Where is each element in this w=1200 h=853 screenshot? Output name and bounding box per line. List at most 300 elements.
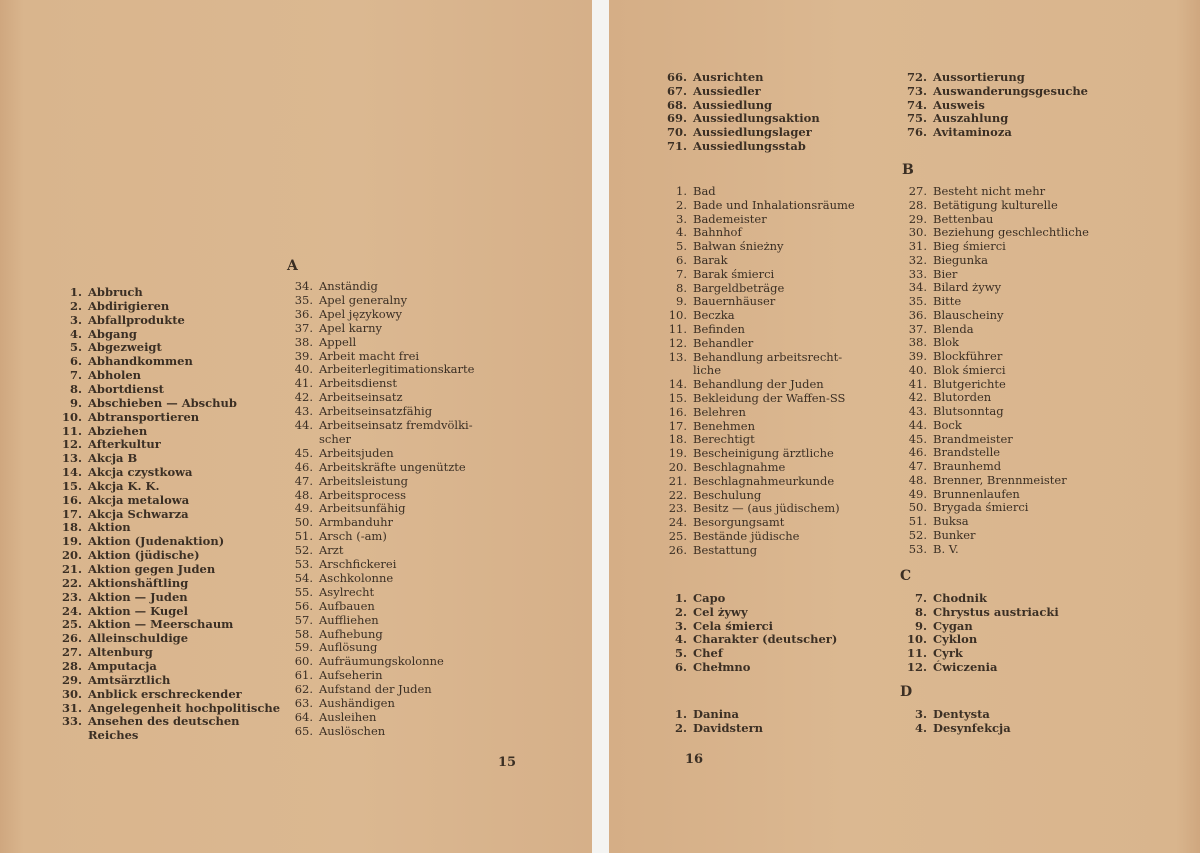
entry-number: 3.: [674, 618, 687, 633]
entry-term: Aktion: [88, 520, 131, 535]
entry-number: 43.: [294, 404, 313, 419]
entry-number: 13.: [668, 349, 687, 364]
entry-number: 11.: [61, 423, 82, 438]
entry-number: 9.: [676, 294, 687, 309]
entry-number: 1.: [674, 591, 687, 605]
entry-term: Braunhemd: [933, 459, 1002, 473]
entry-term: Desynfekcja: [933, 721, 1011, 735]
entry-term: Aussiedlungsstab: [693, 139, 806, 153]
index-entry: [899, 542, 959, 556]
entry-number: 71.: [666, 139, 687, 153]
entry-term: Apel językowy: [319, 306, 402, 321]
entry-term: Barak śmierci: [693, 266, 775, 281]
entry-term: Blutgerichte: [933, 376, 1006, 391]
entry-term: Angelegenheit hochpolitische: [88, 700, 281, 715]
index-entry: [659, 350, 842, 364]
entry-term: Besorgungsamt: [693, 515, 785, 530]
entry-number: 50.: [908, 500, 927, 515]
index-entry: [285, 599, 375, 613]
entry-term: Abhandkommen: [88, 354, 193, 369]
entry-term: Aufräumungskolonne: [319, 654, 444, 669]
index-entry: [285, 571, 393, 585]
entry-term: Blockführer: [933, 349, 1003, 363]
entry-number: 38.: [294, 334, 313, 349]
entry-term: Biegunka: [933, 252, 988, 267]
entry-term: Bier: [933, 266, 958, 281]
entry-number: 3.: [69, 312, 82, 327]
index-entry: [285, 627, 383, 641]
index-entry: [899, 619, 973, 633]
index-entry: [659, 98, 772, 112]
entry-number: 29.: [61, 672, 82, 687]
index-entry: [659, 253, 728, 267]
index-entry: [285, 710, 376, 724]
entry-number: 36.: [908, 307, 927, 322]
entry-term: Bademeister: [693, 211, 767, 226]
index-entry: [899, 363, 1006, 377]
entry-number: 39.: [294, 348, 313, 363]
entry-number: 73.: [906, 83, 927, 98]
entry-term: Beschlagnahmeurkunde: [693, 473, 835, 488]
index-entry: [54, 340, 162, 354]
index-entry: [899, 322, 974, 336]
right-page: [609, 0, 1200, 853]
entry-number: 21.: [668, 473, 687, 488]
entry-number: 46.: [908, 445, 927, 460]
entry-term: Abbruch: [88, 285, 143, 299]
entry-term: Amtsärztlich: [88, 672, 171, 687]
entry-number: 19.: [668, 446, 687, 461]
entry-number: 27.: [908, 184, 927, 198]
entry-term: Aktion — Kugel: [88, 603, 188, 618]
entry-number: 51.: [908, 514, 927, 528]
entry-term: Aufbauen: [319, 598, 375, 613]
entry-number: 20.: [61, 548, 82, 563]
index-entry: [899, 84, 1088, 98]
index-entry: [285, 390, 403, 404]
entry-number: 48.: [908, 472, 927, 487]
entry-number: 31.: [61, 700, 82, 715]
index-entry-continuation: scher: [319, 431, 352, 446]
entry-number: 76.: [906, 125, 927, 140]
entry-number: 58.: [294, 626, 313, 641]
entry-term: Beschlagnahme: [693, 460, 786, 474]
entry-number: 25.: [61, 617, 82, 632]
entry-term: Arbeit macht frei: [319, 348, 420, 363]
index-entry: [285, 293, 407, 307]
entry-number: 62.: [294, 682, 313, 697]
entry-number: 31.: [908, 239, 927, 253]
index-entry: [899, 253, 988, 267]
entry-number: 10.: [668, 308, 687, 323]
entry-term: Bahnhof: [693, 225, 742, 240]
entry-term: Barak: [693, 253, 728, 267]
entry-term: Apel karny: [319, 320, 383, 335]
section-letter-d: D: [900, 684, 913, 700]
entry-term: Aufstand der Juden: [319, 682, 432, 697]
entry-term: Bauernhäuser: [693, 294, 776, 309]
entry-term: Auszahlung: [933, 111, 1009, 126]
entry-term: Aktion (jüdische): [88, 548, 200, 563]
entry-term: Chełmno: [693, 660, 751, 674]
index-entry: [899, 707, 990, 721]
index-entry: [899, 212, 993, 226]
index-entry: [899, 349, 1002, 363]
section-letter-b: B: [902, 162, 914, 178]
index-entry: [659, 501, 840, 515]
index-entry: [659, 474, 834, 488]
entry-term: Anblick erschreckender: [88, 686, 242, 701]
entry-number: 26.: [668, 542, 687, 557]
entry-term: Bałwan śnieżny: [693, 239, 784, 254]
entry-term: Arbeitsjuden: [319, 445, 394, 460]
entry-number: 30.: [61, 686, 82, 701]
entry-term: Bestattung: [693, 542, 758, 557]
index-entry: [285, 613, 379, 627]
entry-term: Brunnenlaufen: [933, 486, 1020, 501]
entry-number: 47.: [294, 473, 313, 488]
index-entry: [54, 604, 188, 618]
index-entry: [54, 659, 157, 673]
index-entry: [54, 410, 199, 424]
entry-number: 37.: [294, 320, 313, 335]
index-entry: [899, 632, 977, 646]
index-entry: [54, 451, 137, 465]
index-entry: [659, 225, 742, 239]
entry-term: Brandmeister: [933, 431, 1013, 446]
entry-term: Behandler: [693, 335, 754, 350]
index-entry: [659, 605, 748, 619]
entry-number: 23.: [668, 501, 687, 516]
index-entry: [659, 707, 739, 721]
entry-term: Abziehen: [88, 423, 148, 438]
entry-term: Auslöschen: [319, 723, 386, 738]
entry-term: Beziehung geschlechtliche: [933, 225, 1089, 240]
entry-number: 70.: [666, 125, 687, 140]
entry-term: Beczka: [693, 308, 735, 323]
entry-term: B. V.: [933, 541, 959, 556]
entry-number: 2.: [69, 298, 82, 313]
entry-number: 74.: [906, 97, 927, 112]
entry-term: Bestände jüdische: [693, 529, 800, 543]
entry-number: 8.: [914, 604, 927, 619]
index-entry: [285, 724, 385, 738]
entry-term: Arbeitseinsatzfähig: [319, 404, 433, 419]
entry-term: Aussiedlungslager: [693, 125, 812, 140]
index-entry: [54, 687, 242, 701]
entry-term: Blenda: [933, 321, 974, 336]
entry-term: Berechtigt: [693, 432, 755, 447]
entry-term: Belehren: [693, 404, 746, 419]
entry-number: 49.: [294, 501, 313, 516]
index-entry: [659, 619, 773, 633]
entry-number: 42.: [908, 390, 927, 405]
entry-term: Arbeitsdienst: [319, 376, 397, 391]
entry-number: 4.: [674, 632, 687, 647]
entry-term: Auffliehen: [319, 612, 379, 627]
entry-number: 18.: [668, 432, 687, 447]
page-number-16: 16: [685, 752, 704, 767]
entry-term: Bock: [933, 417, 962, 432]
index-entry: [899, 308, 1004, 322]
entry-number: 2.: [676, 197, 687, 212]
entry-term: Bargeldbeträge: [693, 280, 785, 295]
entry-term: Anständig: [319, 279, 378, 293]
entry-number: 23.: [61, 589, 82, 604]
index-entry: [54, 714, 240, 728]
entry-number: 29.: [908, 211, 927, 226]
entry-number: 16.: [61, 492, 82, 507]
entry-number: 4.: [69, 326, 82, 341]
entry-number: 75.: [906, 111, 927, 126]
entry-number: 15.: [668, 391, 687, 405]
entry-term: Amputacja: [88, 658, 157, 673]
entry-number: 37.: [908, 321, 927, 336]
index-entry-continuation: liche: [693, 363, 722, 378]
index-entry: [659, 239, 784, 253]
entry-term: Cel żywy: [693, 604, 748, 619]
entry-term: Ansehen des deutschen: [88, 714, 240, 729]
index-entry: [54, 631, 188, 645]
entry-number: 42.: [294, 390, 313, 405]
index-entry: [899, 459, 1001, 473]
entry-term: Akcja czystkowa: [88, 465, 193, 480]
entry-term: Bieg śmierci: [933, 239, 1006, 253]
index-entry: [659, 660, 750, 674]
index-entry: [659, 391, 845, 405]
index-entry: [899, 721, 1011, 735]
index-entry: [899, 125, 1012, 139]
entry-number: 41.: [908, 376, 927, 391]
entry-term: Blutsonntag: [933, 404, 1004, 418]
entry-term: Bettenbau: [933, 211, 994, 226]
entry-number: 65.: [294, 723, 313, 738]
index-entry: [659, 308, 735, 322]
entry-number: 30.: [908, 225, 927, 240]
entry-term: Akcja B: [88, 451, 138, 466]
entry-term: Beschulung: [693, 487, 762, 502]
index-entry: [54, 368, 141, 382]
index-entry: [659, 125, 812, 139]
entry-term: Aktion (Judenaktion): [88, 534, 225, 549]
entry-number: 39.: [908, 349, 927, 363]
entry-number: 8.: [676, 280, 687, 295]
entry-term: Afterkultur: [88, 437, 161, 452]
entry-number: 53.: [908, 541, 927, 556]
entry-term: Cyrk: [933, 646, 963, 661]
entry-term: Arsch (-am): [319, 529, 387, 544]
entry-term: Charakter (deutscher): [693, 632, 838, 647]
index-entry: [659, 139, 806, 153]
entry-term: Aufseherin: [319, 668, 383, 683]
entry-term: Brenner, Brennmeister: [933, 472, 1067, 487]
entry-number: 6.: [69, 354, 82, 369]
index-entry: [899, 445, 1000, 459]
entry-term: Appell: [319, 334, 357, 349]
entry-number: 57.: [294, 612, 313, 627]
entry-number: 50.: [294, 515, 313, 530]
entry-term: Betätigung kulturelle: [933, 197, 1058, 212]
section-letter-c: C: [900, 568, 912, 584]
entry-number: 35.: [908, 294, 927, 308]
entry-number: 55.: [294, 584, 313, 599]
entry-term: Bilard żywy: [933, 280, 1002, 295]
index-entry: [54, 548, 200, 562]
entry-number: 64.: [294, 709, 313, 724]
index-entry: [54, 507, 189, 521]
index-entry: [899, 377, 1006, 391]
index-entry: [54, 327, 137, 341]
entry-number: 13.: [61, 451, 82, 466]
entry-term: Aktion — Juden: [88, 589, 188, 604]
index-entry: [285, 460, 466, 474]
index-entry: [659, 488, 761, 502]
entry-number: 2.: [674, 721, 687, 735]
entry-number: 21.: [61, 562, 82, 576]
entry-number: 14.: [668, 377, 687, 392]
index-entry: [899, 70, 1025, 84]
index-entry: [899, 280, 1001, 294]
entry-number: 1.: [676, 184, 687, 198]
page-number-15: 15: [498, 755, 517, 770]
index-entry: [54, 285, 143, 299]
entry-term: Chrystus austriacki: [933, 604, 1059, 619]
entry-term: Blutorden: [933, 390, 992, 405]
entry-number: 6.: [674, 660, 687, 674]
index-entry: [659, 111, 820, 125]
index-entry: [285, 376, 397, 390]
index-entry: [659, 529, 799, 543]
index-entry: [659, 198, 855, 212]
entry-term: Ausweis: [933, 97, 985, 112]
entry-number: 17.: [61, 506, 82, 521]
index-entry: [659, 646, 723, 660]
entry-term: Benehmen: [693, 418, 755, 433]
entry-number: 12.: [668, 335, 687, 350]
entry-term: Cela śmierci: [693, 618, 774, 633]
entry-number: 5.: [69, 340, 82, 355]
entry-term: Aussortierung: [933, 70, 1025, 84]
entry-number: 67.: [666, 83, 687, 98]
entry-number: 18.: [61, 520, 82, 535]
index-entry: [899, 514, 969, 528]
entry-number: 44.: [294, 418, 313, 432]
index-entry: [285, 515, 393, 529]
index-entry: [54, 645, 153, 659]
entry-number: 47.: [908, 459, 927, 473]
entry-term: Auflösung: [319, 640, 378, 655]
entry-term: Akcja Schwarza: [88, 506, 189, 521]
entry-term: Arbeiterlegitimationskarte: [319, 362, 475, 377]
entry-number: 36.: [294, 306, 313, 321]
index-entry: [659, 212, 767, 226]
entry-term: Altenburg: [88, 645, 153, 660]
index-entry-continuation: Reiches: [88, 728, 139, 743]
entry-term: Buksa: [933, 514, 969, 528]
entry-term: Ausrichten: [693, 70, 764, 84]
entry-term: Arbeitseinsatz fremdvölki-: [319, 418, 473, 432]
entry-term: Blauscheiny: [933, 307, 1004, 322]
entry-term: Blok: [933, 335, 960, 350]
entry-number: 40.: [294, 362, 313, 377]
index-entry: [285, 668, 382, 682]
index-entry: [659, 336, 753, 350]
entry-number: 7.: [69, 368, 82, 383]
entry-term: Arbeitsprocess: [319, 487, 407, 502]
index-entry: [285, 335, 356, 349]
index-entry: [285, 682, 432, 696]
entry-number: 61.: [294, 668, 313, 683]
entry-term: Arbeitseinsatz: [319, 390, 403, 405]
entry-term: Alleinschuldige: [88, 631, 189, 646]
entry-term: Behandlung der Juden: [693, 377, 824, 392]
entry-term: Aktion — Meerschaum: [88, 617, 234, 632]
index-entry: [659, 419, 755, 433]
index-entry: [285, 474, 408, 488]
entry-number: 52.: [908, 527, 927, 542]
entry-number: 72.: [906, 70, 927, 84]
entry-term: Capo: [693, 591, 726, 605]
index-entry: [899, 418, 962, 432]
index-entry: [285, 362, 474, 376]
entry-number: 68.: [666, 97, 687, 112]
index-entry: [659, 377, 824, 391]
entry-term: Chodnik: [933, 591, 987, 605]
left-page: [0, 0, 592, 853]
index-entry: [285, 543, 343, 557]
entry-term: Cygan: [933, 618, 973, 633]
section-letter-a: A: [287, 258, 298, 274]
index-entry: [899, 239, 1006, 253]
index-entry: [54, 299, 169, 313]
index-entry: [659, 543, 757, 557]
index-entry: [899, 404, 1004, 418]
entry-number: 34.: [294, 279, 313, 293]
entry-term: Akcja K. K.: [88, 478, 160, 493]
index-entry: [54, 382, 164, 396]
entry-term: Dentysta: [933, 707, 990, 721]
entry-number: 38.: [908, 335, 927, 350]
entry-number: 41.: [294, 376, 313, 391]
entry-term: Akcja metalowa: [88, 492, 190, 507]
index-entry: [285, 640, 377, 654]
entry-term: Abschieben — Abschub: [88, 395, 237, 410]
entry-term: Arbeitskräfte ungenützte: [319, 459, 466, 474]
index-entry: [285, 488, 406, 502]
index-entry: [659, 294, 775, 308]
entry-term: Aushändigen: [319, 696, 395, 710]
index-entry: [54, 465, 193, 479]
index-entry: [54, 520, 131, 534]
entry-term: Armbanduhr: [319, 515, 394, 530]
index-entry: [899, 500, 1028, 514]
entry-number: 69.: [666, 111, 687, 126]
index-entry: [899, 225, 1089, 239]
entry-number: 1.: [69, 285, 82, 299]
index-entry: [659, 446, 834, 460]
index-entry: [899, 294, 961, 308]
entry-term: Abfallprodukte: [88, 312, 185, 327]
entry-number: 28.: [61, 658, 82, 673]
entry-number: 32.: [908, 252, 927, 267]
index-entry: [54, 424, 147, 438]
index-entry: [899, 335, 959, 349]
entry-term: Brygada śmierci: [933, 500, 1029, 515]
index-entry: [54, 590, 188, 604]
entry-number: 5.: [674, 646, 687, 661]
entry-term: Bekleidung der Waffen-SS: [693, 391, 846, 405]
index-entry: [659, 460, 785, 474]
